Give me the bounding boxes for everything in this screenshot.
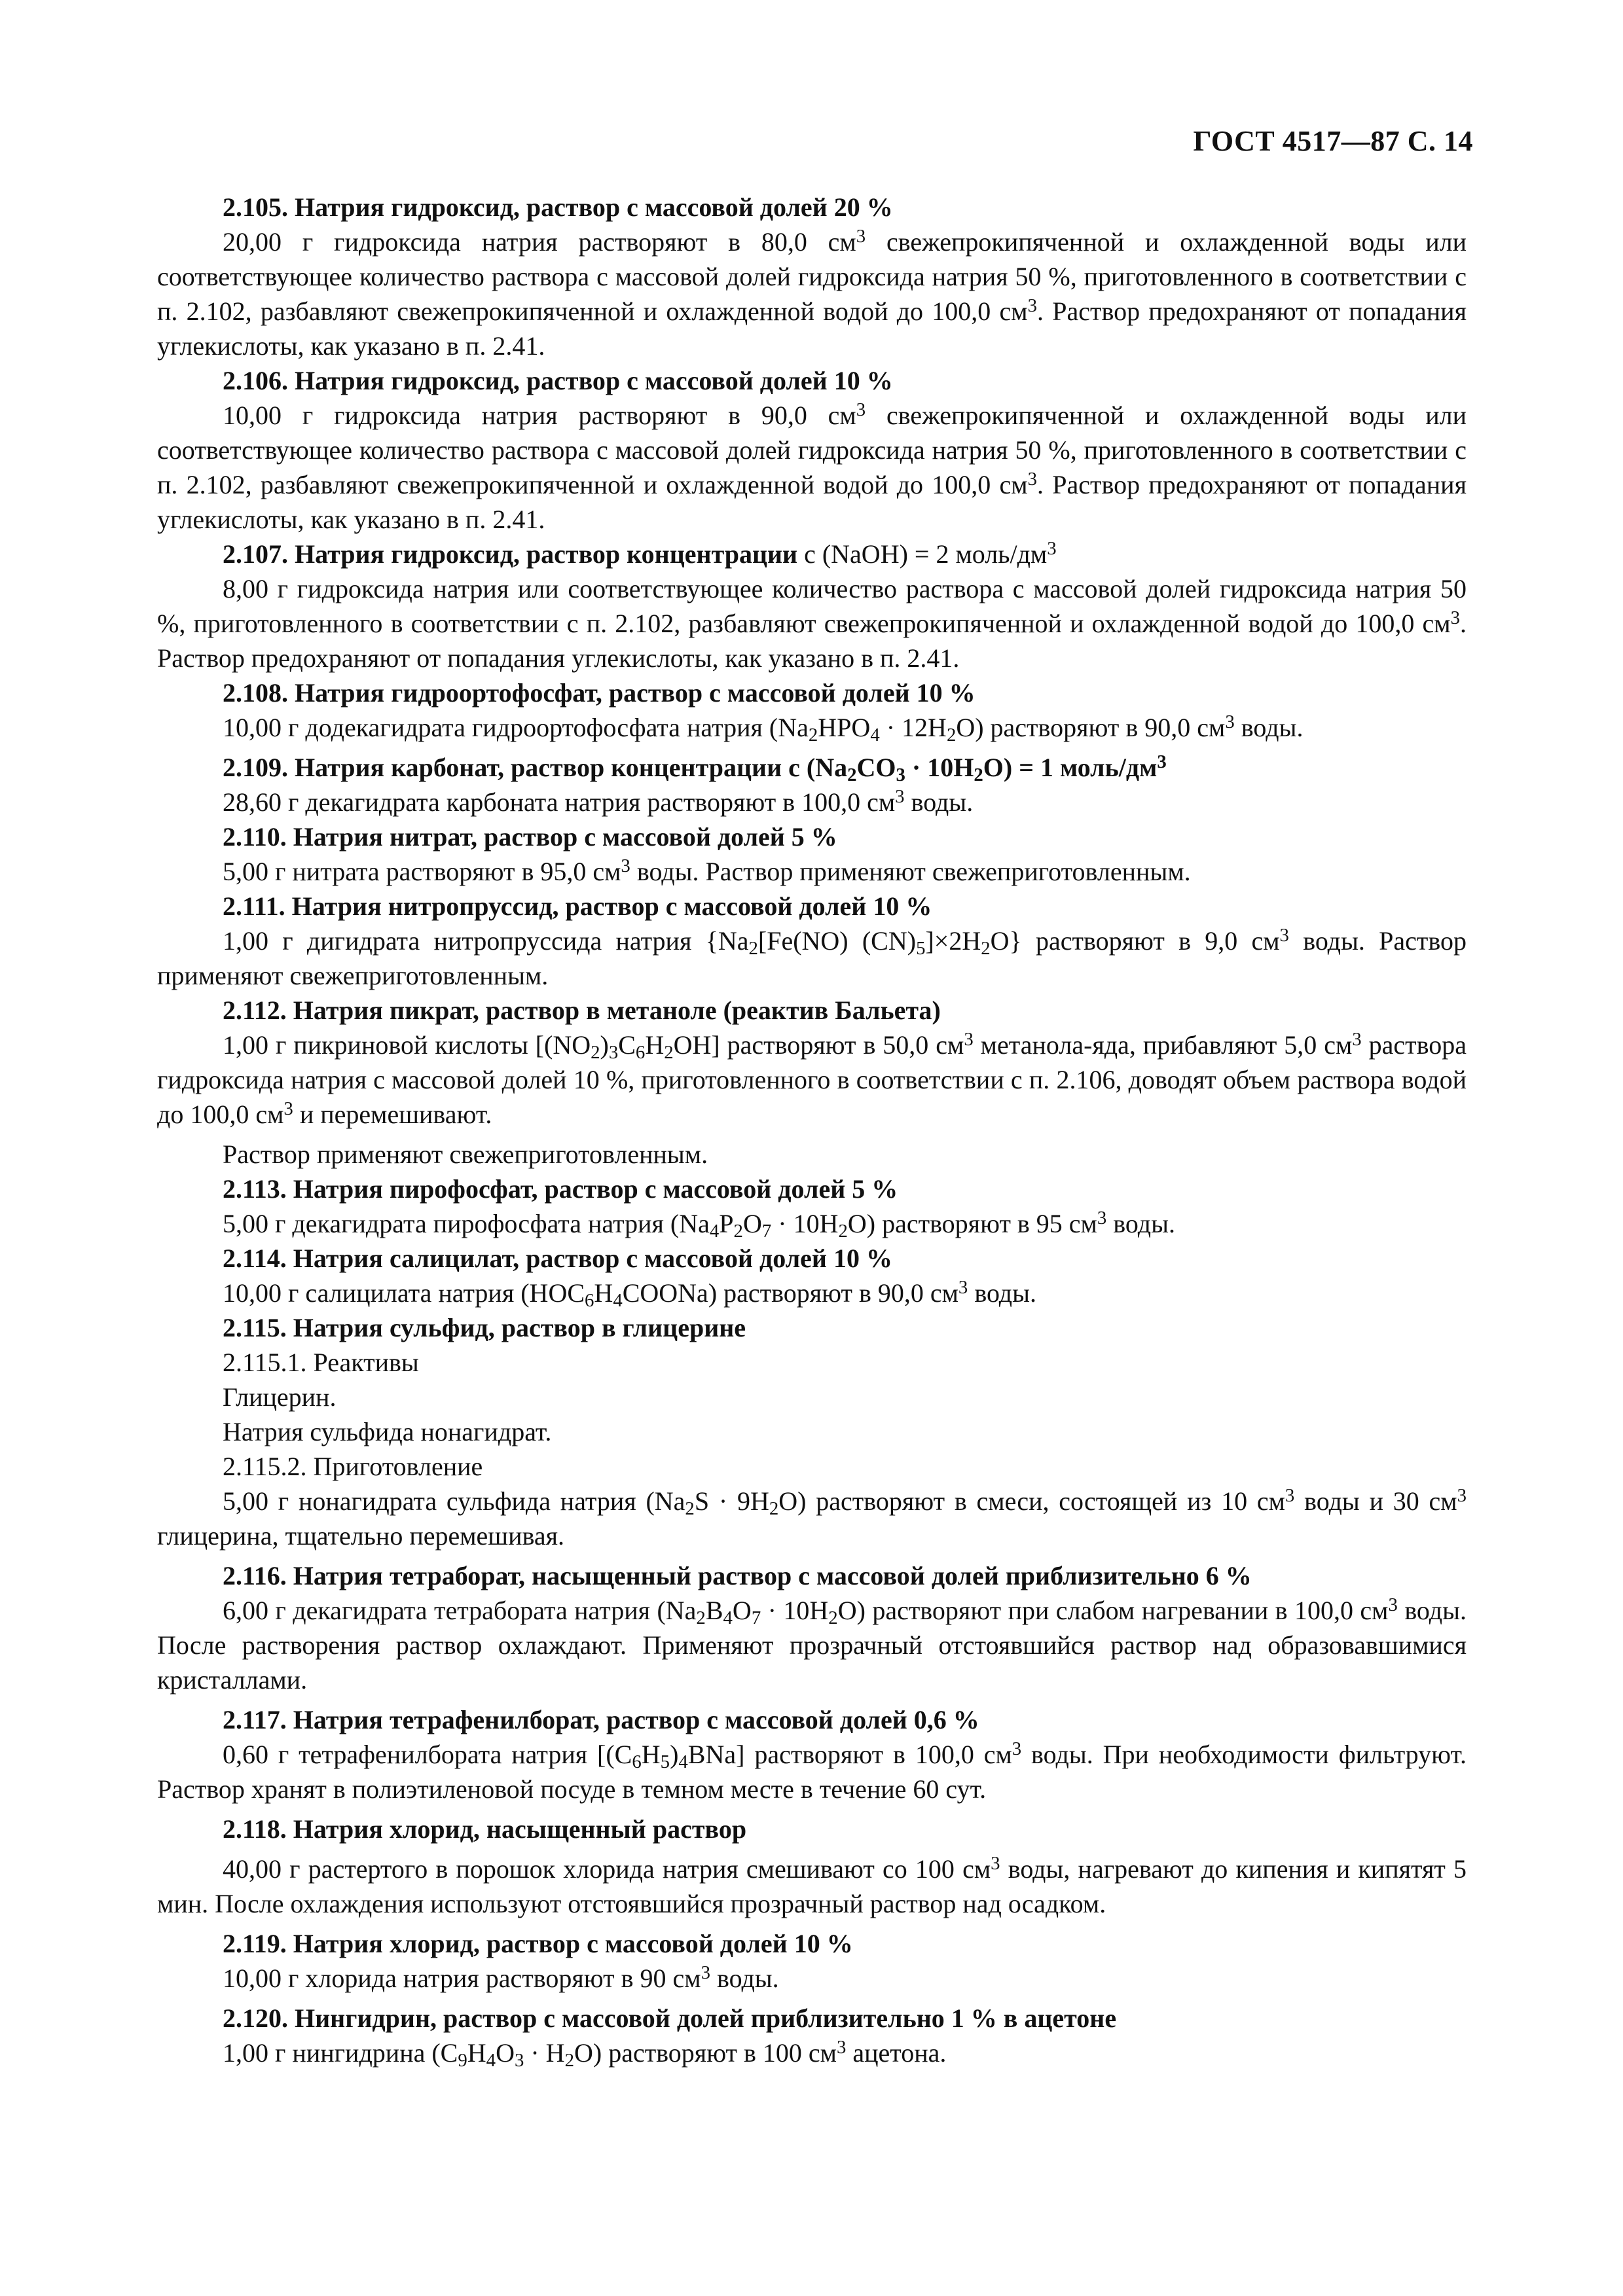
section-title-2-109: 2.109. Натрия карбонат, раствор концентрации c $(Na_2CO_3 \cdot 10H_2O) = 1$ моль/$дм^3$ (223, 751, 1167, 786)
section-title-2-115: 2.115. Натрия сульфид, раствор в глицерине (223, 1313, 746, 1342)
reagent-sodium-sulfide: Натрия сульфида нонагидрат. (223, 1417, 552, 1446)
section-title-2-113: 2.113. Натрия пирофосфат, раствор с массовой долей 5 % (223, 1174, 898, 1204)
document-body (157, 190, 1467, 2070)
section-text-2-114: 10,00 г салицилата натрия $(HOC_6H_4COONa)$ растворяют в 90,0 $см^3$ воды. (223, 1277, 1037, 1312)
section-note-2-112: Раствор применяют свежеприготовленным. (223, 1139, 708, 1169)
page-header: ГОСТ 4517—87 С. 14 (1193, 125, 1473, 157)
section-title-2-117: 2.117. Натрия тетрафенилборат, раствор с массовой долей 0,6 % (223, 1705, 979, 1734)
section-title-2-107: 2.107. Натрия гидроксид, раствор концентрации c (NaOH) = 2 моль/$дм^3$ (223, 538, 1057, 569)
section-text-2-118: 40,00 г растертого в порошок хлорида натрия смешивают со 100 $см^3$ воды, нагревают до кипения и кипятят 5 мин. После охлаждения используют отстоявшийся прозрачный раствор над осадком. (157, 1853, 1467, 1918)
section-text-2-120: 1,00 г нингидрина $(C_9H_4O_3 \cdot H_2O)$ растворяют в 100 $см^3$ ацетона. (223, 2037, 947, 2072)
section-title-2-118: 2.118. Натрия хлорид, насыщенный раствор (223, 1814, 747, 1844)
reagent-glycerin: Глицерин. (223, 1382, 337, 1412)
section-title-2-120: 2.120. Нингидрин, раствор с массовой долей приблизительно 1 % в ацетоне (223, 2003, 1117, 2033)
section-text-2-116: 6,00 г декагидрата тетрабората натрия $(Na_2B_4O_7 \cdot 10H_2O)$ растворяют при слабом нагревании в 100,0 $см^3$ воды. После растворения раствор охлаждают. Применяют прозрачный отстоявшийся раствор над образовавшимися кристаллами. (157, 1594, 1467, 1695)
section-title-2-106: 2.106. Натрия гидроксид, раствор с массовой долей 10 % (223, 366, 893, 395)
section-text-2-108: 10,00 г додекагидрата гидроортофосфата натрия $(Na_2HPO_4 \cdot 12H_2O)$ растворяют в 90,0 $см^3$ воды. (223, 711, 1304, 746)
section-text-2-115: 5,00 г нонагидрата сульфида натрия $(Na_2S \cdot 9H_2O)$ растворяют в смеси, состоящей из 10 $см^3$ воды и 30 $см^3$ глицерина, тщательно перемешивая. (157, 1485, 1467, 1551)
section-text-2-113: 5,00 г декагидрата пирофосфата натрия $(Na_4P_2O_7 \cdot 10H_2O)$ растворяют в 95 $см^3$ воды. (223, 1208, 1175, 1242)
section-title-2-114: 2.114. Натрия салицилат, раствор с массовой долей 10 % (223, 1244, 892, 1273)
section-text-2-117: 0,60 г тетрафенилбората натрия $[(C_6H_5)_4BNa]$ растворяют в 100,0 $см^3$ воды. При необходимости фильтруют. Раствор хранят в полиэтиленовой посуде в темном месте в течение 60 сут. (157, 1738, 1467, 1804)
section-title-2-110: 2.110. Натрия нитрат, раствор с массовой долей 5 % (223, 822, 837, 852)
section-text-2-112: 1,00 г пикриновой кислоты $[(NO_2)_3C_6H_2OH]$ растворяют в 50,0 $см^3$ метанола-яда, прибавляют 5,0 $см^3$ раствора гидроксида натрия с массовой долей 10 %, приготовленного в соответствии с п. 2.106, доводят объем раствора водой до 100,0 $см^3$ и перемешивают. (157, 1029, 1467, 1129)
section-text-2-105: 20,00 г гидроксида натрия растворяют в 80,0 $см^3$ свежепрокипяченной и охлажденной воды или соответствующее количество раствора с массовой долей гидроксида натрия 50 %, приготовленного в соответствии с п. 2.102, разбавляют свежепрокипяченной и охлажденной водой до 100,0 $см^3$. Раствор предохраняют от попадания углекислоты, как указано в п. 2.41. (157, 226, 1467, 361)
section-title-2-116: 2.116. Натрия тетраборат, насыщенный раствор с массовой долей приблизительно 6 % (223, 1561, 1252, 1590)
section-text-2-106: 10,00 г гидроксида натрия растворяют в 90,0 $см^3$ свежепрокипяченной и охлажденной воды или соответствующее количество раствора с массовой долей гидроксида натрия 50 %, приготовленного в соответствии с п. 2.102, разбавляют свежепрокипяченной и охлажденной водой до 100,0 $см^3$. Раствор предохраняют от попадания углекислоты, как указано в п. 2.41. (157, 399, 1467, 534)
section-text-2-110: 5,00 г нитрата растворяют в 95,0 $см^3$ воды. Раствор применяют свежеприготовленным. (223, 855, 1191, 886)
section-text-2-111: 1,00 г дигидрата нитропруссида натрия {$Na_2[Fe(NO)$ $(CN)_5]\times 2H_2O$} растворяют в 9,0 $см^3$ воды. Раствор применяют свежеприготовленным. (157, 925, 1467, 990)
section-sub-reagents: 2.115.1. Реактивы (223, 1348, 419, 1377)
section-sub-preparation: 2.115.2. Приготовление (223, 1452, 483, 1481)
section-text-2-107: 8,00 г гидроксида натрия или соответствующее количество раствора с массовой долей гидроксида натрия 50 %, приготовленного в соответствии с п. 2.102, разбавляют свежепрокипяченной и охлажденной водой до 100,0 $см^3$. Раствор предохраняют от попадания углекислоты, как указано в п. 2.41. (157, 574, 1467, 673)
section-text-2-109: 28,60 г декагидрата карбоната натрия растворяют в 100,0 $см^3$ воды. (223, 786, 974, 817)
section-text-2-119: 10,00 г хлорида натрия растворяют в 90 $см^3$ воды. (223, 1962, 779, 1993)
section-title-2-105: 2.105. Натрия гидроксид, раствор с массовой долей 20 % (223, 192, 893, 222)
section-title-2-112: 2.112. Натрия пикрат, раствор в метаноле (реактив Бальета) (223, 996, 941, 1025)
section-title-2-119: 2.119. Натрия хлорид, раствор с массовой долей 10 % (223, 1929, 853, 1958)
section-title-2-111: 2.111. Натрия нитропруссид, раствор с массовой долей 10 % (223, 891, 932, 921)
section-title-2-108: 2.108. Натрия гидроортофосфат, раствор с массовой долей 10 % (223, 678, 976, 708)
